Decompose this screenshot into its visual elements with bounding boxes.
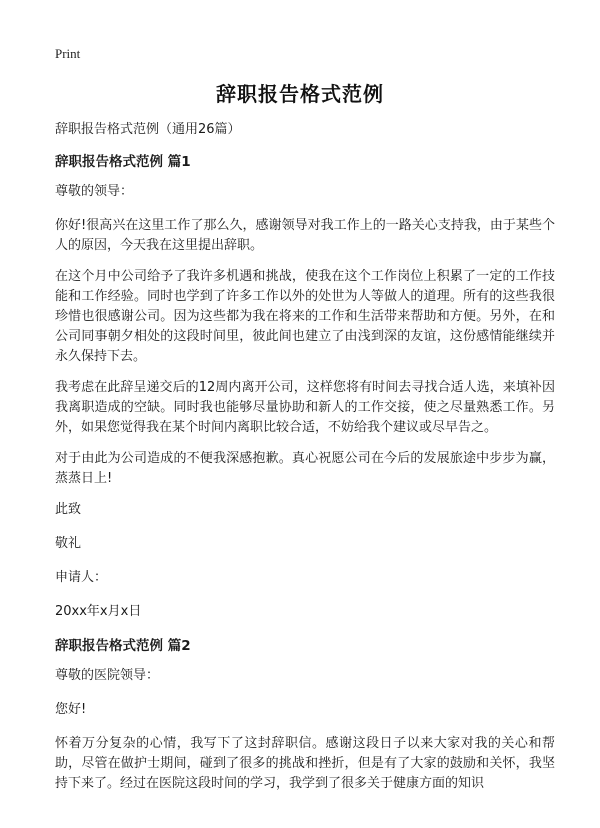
salutation: 尊敬的医院领导：	[55, 668, 160, 683]
document-body	[55, 120, 555, 805]
print-link[interactable]: Print	[55, 46, 81, 61]
closing-line: 敬礼	[55, 536, 82, 551]
paragraph: 我考虑在此辞呈递交后的12周内离开公司，这样您将有时间去寻找合适人选，来填补因我离职造成的空缺。同时我也能够尽量协助和新人的工作交接，使之尽量熟悉工作。另外，如果您觉得我在某个时间内离职比较合适，不妨给我个建议或尽早告之。	[55, 380, 555, 435]
paragraph: 你好!很高兴在这里工作了那么久，感谢领导对我工作上的一路关心支持我，由于某些个人的原因，今天我在这里提出辞职。	[55, 218, 555, 253]
paragraph: 怀着万分复杂的心情，我写下了这封辞职信。感谢这段日子以来大家对我的关心和帮助，尽管在做护士期间，碰到了很多的挑战和挫折，但是有了大家的鼓励和关怀，我坚持下来了。经过在医院这段时间的学习，我学到了很多关于健康方面的知识	[55, 736, 555, 791]
section-2	[55, 636, 555, 794]
applicant-label: 申请人：	[55, 570, 108, 585]
greeting: 您好!	[55, 702, 87, 717]
page-title: 辞职报告格式范例	[216, 82, 384, 106]
section-1	[55, 152, 555, 622]
closing-line: 此致	[55, 502, 82, 517]
paragraph: 在这个月中公司给予了我许多机遇和挑战，使我在这个工作岗位上积累了一定的工作技能和工作经验。同时也学到了许多工作以外的处世为人等做人的道理。所有的这些我很珍惜也很感谢公司。因为这些都为我在将来的工作和生活带来帮助和方便。另外，在和公司同事朝夕相处的这段时间里，彼此间也建立了由浅到深的友谊，这份感情能继续并永久保持下去。	[55, 269, 555, 364]
document-subtitle: 辞职报告格式范例（通用26篇）	[55, 122, 241, 137]
salutation: 尊敬的领导：	[55, 184, 134, 199]
paragraph: 对于由此为公司造成的不便我深感抱歉。真心祝愿公司在今后的发展旅途中步步为赢，蒸蒸日上!	[55, 451, 555, 486]
date-line: 20xx年x月x日	[55, 604, 142, 619]
section-heading: 辞职报告格式范例 篇1	[55, 154, 191, 170]
section-heading: 辞职报告格式范例 篇2	[55, 638, 191, 654]
